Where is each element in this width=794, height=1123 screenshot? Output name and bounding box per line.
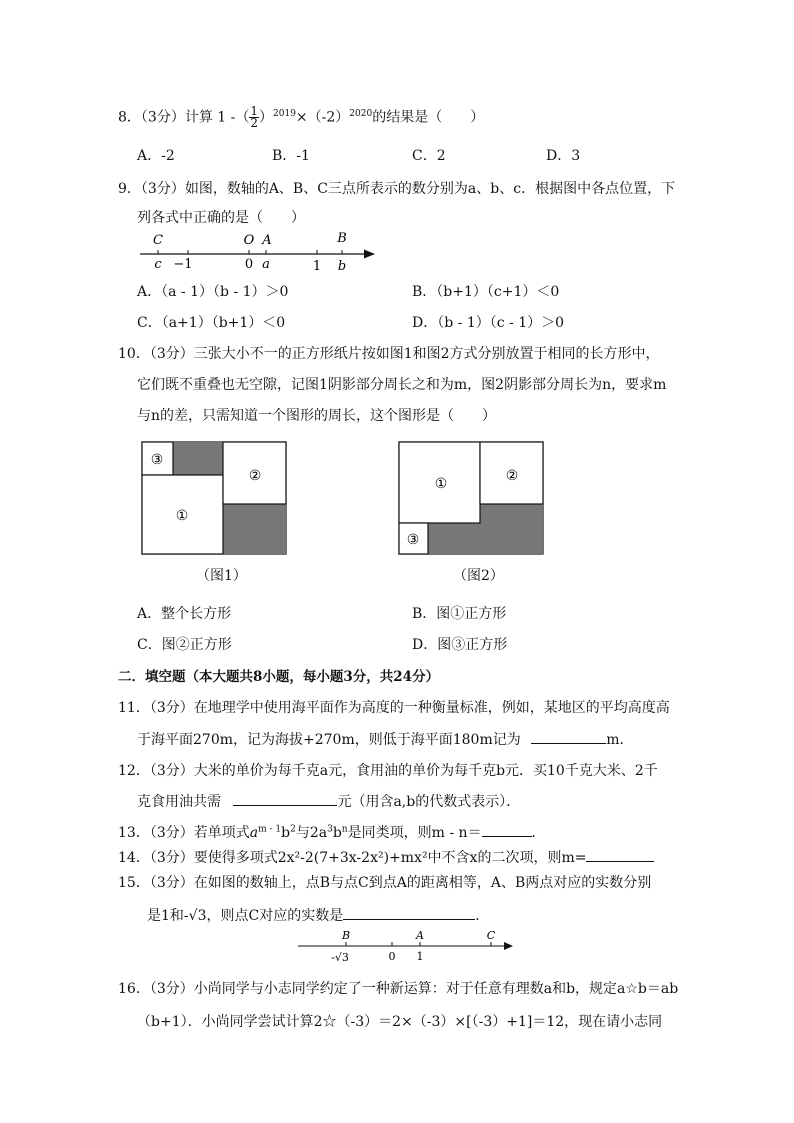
- q9-line1: 9．（3分）如图，数轴的A、B、C三点所表示的数分别为a、b、c．根据图中各点位置，下: [118, 181, 676, 197]
- q11-unit: m．: [606, 732, 634, 748]
- q9-axis-arrow: [364, 250, 375, 259]
- q12-text-2: 元（用含a,b的代数式表示）．: [337, 794, 521, 810]
- q14-text: 14．（3分）要使得多项式2x²-2(7+3x-2x²)+mx²中不含x的二次项，则m=: [118, 850, 587, 866]
- q10-option-b[interactable]: B．图①正方形: [412, 606, 507, 622]
- q15-label-C: C: [486, 929, 496, 942]
- q13-term1-exp: m - 1: [258, 824, 282, 835]
- q10-option-c[interactable]: C．图②正方形: [137, 637, 232, 653]
- q8-times: ×（-2）: [295, 109, 350, 126]
- q13-line: [118, 822, 546, 842]
- q9-line2: 列各式中正确的是（ ）: [137, 210, 305, 226]
- q13-text: 是同类项，则m - n＝: [347, 825, 482, 841]
- q10-figure-2: [397, 440, 547, 558]
- q13-lead: 13．（3分）若单项式: [118, 825, 250, 841]
- q13-end: ．: [531, 825, 546, 841]
- q13-term1-b: b: [281, 825, 291, 841]
- q15-end: ．: [475, 908, 490, 924]
- q9-label-B: B: [337, 231, 347, 246]
- q15-answer-blank[interactable]: [343, 905, 475, 920]
- q8-option-c[interactable]: C．2: [412, 148, 446, 164]
- q14-answer-blank[interactable]: [586, 847, 654, 862]
- q16-line2: （b+1）．小尚同学尝试计算2☆（-3）＝2×（-3）×[（-3）+1]＝12，现在请小志同: [137, 1014, 663, 1030]
- q9-option-b[interactable]: B．（b+1）（c+1）＜0: [412, 284, 560, 300]
- q13-term1-base: a: [249, 825, 259, 841]
- q15-number-line: [295, 927, 517, 967]
- q8-suffix: 的结果是（ ）: [372, 109, 485, 126]
- fig1-shaded-bottom: [223, 504, 286, 554]
- fig2-label-3: ③: [406, 532, 420, 548]
- q15-text-2: ，则点C对应的实数是: [206, 908, 344, 924]
- q8-frac-den: 2: [250, 116, 259, 130]
- q10-line2: 它们既不重叠也无空隙，记图1阴影部分周长之和为m，图2阴影部分周长为n，要求m: [137, 377, 667, 393]
- q10-option-a[interactable]: A．整个长方形: [137, 606, 232, 622]
- q11-answer-blank[interactable]: [531, 729, 606, 744]
- q9-option-a[interactable]: A．（a - 1）（b - 1）＞0: [137, 284, 289, 300]
- q9-number-line: [135, 228, 380, 276]
- q8-exp1: 2019: [273, 108, 296, 119]
- q15-axis-arrow: [504, 942, 513, 950]
- q8-close: ）: [259, 109, 274, 126]
- q8-exp2: 2020: [349, 108, 373, 119]
- q11-line1: 11．（3分）在地理学中使用海平面作为高度的一种衡量标准，例如，某地区的平均高度高: [118, 700, 670, 716]
- fig2-label-2: ②: [505, 468, 519, 484]
- q9-label-A: A: [262, 233, 272, 248]
- q13-answer-blank[interactable]: [482, 822, 532, 837]
- q10-figure-1: [140, 440, 290, 558]
- q8-option-d[interactable]: D．3: [546, 148, 581, 164]
- q9-val-b: b: [337, 259, 347, 274]
- q13-and: 与: [295, 825, 310, 841]
- q11-line2: [137, 729, 633, 749]
- q12-line1: 12．（3分）大米的单价为每千克a元，食用油的单价为每千克b元．买10千克大米、2千: [118, 763, 658, 779]
- q13-term2-bexp: n: [341, 824, 348, 835]
- fig2-label-1: ①: [434, 476, 448, 492]
- fig1-label-2: ②: [248, 468, 262, 484]
- q15-val-1: 1: [416, 950, 424, 963]
- section-fill-in-title: 二．填空题（本大题共8小题，每小题3分，共24分）: [118, 669, 440, 685]
- q9-val-0: 0: [244, 257, 254, 272]
- q10-option-d[interactable]: D．图③正方形: [412, 637, 508, 653]
- q10-line3: 与n的差，只需知道一个图形的周长，这个图形是（ ）: [137, 408, 497, 424]
- q15-label-A: A: [416, 929, 424, 942]
- fig1-shaded-top: [173, 442, 223, 475]
- q9-val-neg1: −1: [173, 257, 193, 272]
- q8-expr-lead: 1 -（: [217, 109, 250, 126]
- q8-option-a[interactable]: A．-2: [137, 148, 175, 164]
- q8-frac-num: 1: [250, 104, 259, 118]
- fig1-label-1: ①: [175, 508, 189, 524]
- q13-term1-bexp: 2: [290, 824, 296, 835]
- q13-term2-exp: 3: [327, 824, 333, 835]
- q12-text: 克食用油共需: [137, 794, 221, 810]
- q15-label-B: B: [341, 929, 351, 942]
- q8-fraction: [249, 106, 259, 129]
- q13-term2-base: 2a: [309, 825, 328, 841]
- q8-prefix: 8．（3分）计算: [118, 109, 213, 126]
- q13-term2-b: b: [332, 825, 342, 841]
- q9-label-O: O: [243, 233, 255, 248]
- q15-val-neg-sqrt3: -√3: [331, 951, 349, 964]
- q15-text: 是1和: [147, 908, 184, 924]
- q9-val-c: c: [154, 257, 162, 272]
- fig1-label-3: ③: [150, 452, 164, 468]
- q10-line1: 10．（3分）三张大小不一的正方形纸片按如图1和图2方式分别放置于相同的长方形中，: [118, 346, 660, 362]
- q10-fig1-caption: （图1）: [196, 568, 247, 584]
- q15-line2: [147, 905, 489, 925]
- q16-line1: 16．（3分）小尚同学与小志同学约定了一种新运算：对于任意有理数a和b，规定a☆b＝ab: [118, 981, 679, 997]
- q15-neg-sqrt: -√3: [183, 908, 207, 924]
- q9-option-c[interactable]: C．（a+1）（b+1）＜0: [137, 315, 286, 331]
- q10-fig2-caption: （图2）: [453, 568, 504, 584]
- q15-val-0: 0: [388, 950, 396, 963]
- q15-line1: 15．（3分）在如图的数轴上，点B与点C到点A的距离相等，A、B两点对应的实数分别: [118, 875, 652, 891]
- q8-stem: [118, 106, 484, 129]
- q8-option-b[interactable]: B．-1: [272, 148, 310, 164]
- q9-option-d[interactable]: D．（b - 1）（c - 1）＞0: [412, 315, 565, 331]
- q9-val-a: a: [262, 257, 270, 272]
- q12-line2: [137, 791, 520, 811]
- q11-text: 于海平面270m，记为海拔+270m，则低于海平面180m记为: [137, 732, 521, 748]
- q12-answer-blank[interactable]: [233, 791, 337, 806]
- q9-val-1: 1: [312, 259, 322, 274]
- q14-line: [118, 847, 654, 867]
- q9-label-C: C: [153, 233, 163, 248]
